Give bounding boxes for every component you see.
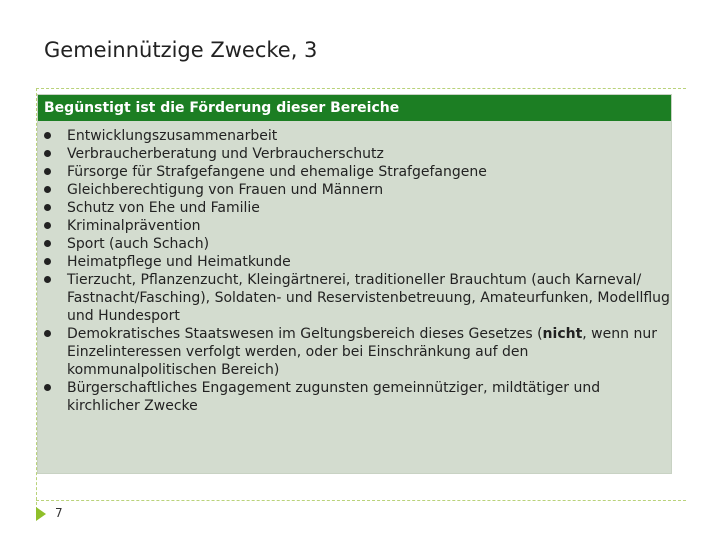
bullet-list <box>38 121 671 415</box>
list-item-text <box>67 326 657 378</box>
bullet-icon <box>44 384 51 391</box>
list-item <box>38 217 671 235</box>
list-item-text: Bürgerschaftliches Engagement zugunsten gemeinnütziger, mildtätiger und kirchlicher Zwecke <box>67 380 601 414</box>
list-item-text-part: , wenn nur Einzelinteressen verfolgt werden, oder bei Einschränkung auf den kommunalpolitischen Bereich) <box>67 326 657 378</box>
list-item-text: Fürsorge für Strafgefangene und ehemalige Strafgefangene <box>67 164 487 180</box>
list-item <box>38 235 671 253</box>
bullet-icon <box>44 204 51 211</box>
list-item-text-part: Demokratisches Staatswesen im Geltungsbereich dieses Gesetzes ( <box>67 326 543 342</box>
list-item-text: Heimatpflege und Heimatkunde <box>67 254 291 270</box>
list-item <box>38 181 671 199</box>
arrow-icon <box>36 507 46 521</box>
emphasis-text: nicht <box>542 326 583 342</box>
list-item <box>38 325 671 379</box>
list-item <box>38 127 671 145</box>
slide-title: Gemeinnützige Zwecke, 3 <box>44 38 318 62</box>
bullet-icon <box>44 150 51 157</box>
list-item <box>38 253 671 271</box>
list-item-text: Sport (auch Schach) <box>67 236 210 252</box>
panel-header: Begünstigt ist die Förderung dieser Bereiche <box>38 95 671 121</box>
bullet-icon <box>44 276 51 283</box>
list-item <box>38 199 671 217</box>
list-item-text: Verbraucherberatung und Verbraucherschutz <box>67 146 384 162</box>
bullet-icon <box>44 132 51 139</box>
bullet-icon <box>44 258 51 265</box>
list-item <box>38 379 671 415</box>
left-divider <box>36 88 37 520</box>
bullet-icon <box>44 240 51 247</box>
list-item-text: Gleichberechtigung von Frauen und Männern <box>67 182 384 198</box>
bullet-icon <box>44 222 51 229</box>
content-panel <box>38 95 671 473</box>
bottom-divider <box>36 500 686 501</box>
list-item <box>38 163 671 181</box>
bullet-icon <box>44 186 51 193</box>
top-divider <box>36 88 686 89</box>
list-item-text: Schutz von Ehe und Familie <box>67 200 260 216</box>
list-item-text: Tierzucht, Pflanzenzucht, Kleingärtnerei, traditioneller Brauchtum (auch Karneval/ Fastnacht/Fasching), Soldaten- und Reservistenbetreuung, Amateurfunken, Modellflug und Hundesport <box>67 272 670 324</box>
bullet-icon <box>44 330 51 337</box>
list-item <box>38 145 671 163</box>
list-item <box>38 271 671 325</box>
page-number: 7 <box>55 506 63 520</box>
list-item-text: Entwicklungszusammenarbeit <box>67 128 278 144</box>
list-item-text: Kriminalprävention <box>67 218 201 234</box>
bullet-icon <box>44 168 51 175</box>
